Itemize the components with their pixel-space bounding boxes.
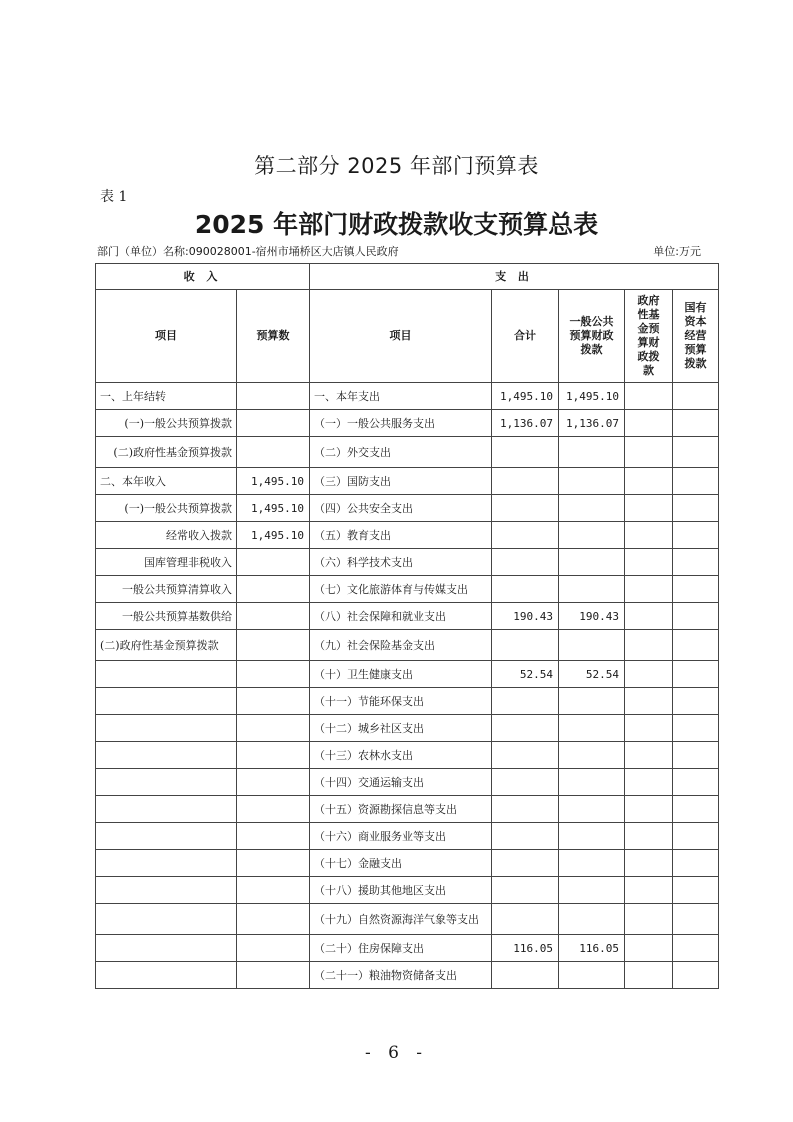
table-row	[96, 522, 719, 549]
income-item-cell: (二)政府性基金预算拨款	[96, 437, 237, 468]
expense-item-cell: （二十）住房保障支出	[310, 935, 492, 962]
gov-fund-cell	[625, 495, 673, 522]
total-cell	[492, 796, 559, 823]
total-cell	[492, 630, 559, 661]
total-cell	[492, 688, 559, 715]
col-state-capital: 国有资本经营预算拨款	[673, 290, 719, 383]
income-item-cell: 一般公共预算基数供给	[96, 603, 237, 630]
state-capital-cell	[673, 576, 719, 603]
general-public-cell	[559, 742, 625, 769]
table-number: 表 1	[100, 189, 128, 205]
income-item-cell: 一般公共预算清算收入	[96, 576, 237, 603]
total-cell	[492, 576, 559, 603]
general-public-cell: 116.05	[559, 935, 625, 962]
state-capital-cell	[673, 603, 719, 630]
state-capital-cell	[673, 935, 719, 962]
gov-fund-cell	[625, 576, 673, 603]
state-capital-cell	[673, 769, 719, 796]
gov-fund-cell	[625, 410, 673, 437]
general-public-cell	[559, 904, 625, 935]
income-budget-cell	[237, 383, 310, 410]
state-capital-cell	[673, 437, 719, 468]
income-item-cell	[96, 877, 237, 904]
general-public-cell	[559, 850, 625, 877]
expense-item-cell: （一）一般公共服务支出	[310, 410, 492, 437]
income-item-cell: 二、本年收入	[96, 468, 237, 495]
table-row	[96, 410, 719, 437]
state-capital-cell	[673, 877, 719, 904]
income-budget-cell	[237, 850, 310, 877]
expense-item-cell: （十九）自然资源海洋气象等支出	[310, 904, 492, 935]
gov-fund-cell	[625, 769, 673, 796]
table-row	[96, 661, 719, 688]
col-general-public: 一般公共预算财政拨款	[559, 290, 625, 383]
income-item-cell	[96, 823, 237, 850]
expense-item-cell: （十四）交通运输支出	[310, 769, 492, 796]
expense-item-cell: （四）公共安全支出	[310, 495, 492, 522]
income-item-cell: 一、上年结转	[96, 383, 237, 410]
state-capital-cell	[673, 468, 719, 495]
header-row-columns	[96, 290, 719, 383]
general-public-cell	[559, 769, 625, 796]
gov-fund-cell	[625, 549, 673, 576]
table-row	[96, 742, 719, 769]
table-row	[96, 850, 719, 877]
general-public-cell	[559, 522, 625, 549]
general-public-cell	[559, 468, 625, 495]
gov-fund-cell	[625, 437, 673, 468]
income-item-cell: 国库管理非税收入	[96, 549, 237, 576]
income-budget-cell: 1,495.10	[237, 522, 310, 549]
income-header: 收 入	[96, 264, 310, 290]
income-budget-cell	[237, 630, 310, 661]
income-item-cell	[96, 661, 237, 688]
state-capital-cell	[673, 796, 719, 823]
general-public-cell	[559, 549, 625, 576]
expense-item-cell: （十五）资源勘探信息等支出	[310, 796, 492, 823]
income-item-cell	[96, 850, 237, 877]
table-row	[96, 437, 719, 468]
general-public-cell	[559, 576, 625, 603]
income-budget-cell	[237, 877, 310, 904]
total-cell	[492, 495, 559, 522]
expense-item-cell: （六）科学技术支出	[310, 549, 492, 576]
total-cell: 1,136.07	[492, 410, 559, 437]
income-item-cell	[96, 769, 237, 796]
gov-fund-cell	[625, 688, 673, 715]
table-row	[96, 630, 719, 661]
gov-fund-cell	[625, 935, 673, 962]
income-item-cell: (一)一般公共预算拨款	[96, 495, 237, 522]
income-item-cell: (二)政府性基金预算拨款	[96, 630, 237, 661]
general-public-cell: 190.43	[559, 603, 625, 630]
expense-item-cell: （十）卫生健康支出	[310, 661, 492, 688]
general-public-cell	[559, 688, 625, 715]
state-capital-cell	[673, 823, 719, 850]
general-public-cell	[559, 495, 625, 522]
state-capital-cell	[673, 522, 719, 549]
expense-item-cell: （七）文化旅游体育与传媒支出	[310, 576, 492, 603]
income-budget-cell	[237, 962, 310, 989]
state-capital-cell	[673, 742, 719, 769]
income-item-cell: (一)一般公共预算拨款	[96, 410, 237, 437]
income-budget-cell	[237, 603, 310, 630]
table-row	[96, 904, 719, 935]
total-cell	[492, 823, 559, 850]
income-item-cell	[96, 904, 237, 935]
gov-fund-cell	[625, 904, 673, 935]
income-budget-cell	[237, 904, 310, 935]
table-row	[96, 468, 719, 495]
total-cell	[492, 715, 559, 742]
general-public-cell	[559, 823, 625, 850]
state-capital-cell	[673, 850, 719, 877]
income-item-cell	[96, 688, 237, 715]
general-public-cell	[559, 877, 625, 904]
header-row-group	[96, 264, 719, 290]
table-row	[96, 603, 719, 630]
income-budget-cell	[237, 437, 310, 468]
total-cell: 190.43	[492, 603, 559, 630]
total-cell: 1,495.10	[492, 383, 559, 410]
state-capital-cell	[673, 962, 719, 989]
expense-item-cell: （八）社会保障和就业支出	[310, 603, 492, 630]
expense-item-cell: （二）外交支出	[310, 437, 492, 468]
col-income-budget: 预算数	[237, 290, 310, 383]
col-total: 合计	[492, 290, 559, 383]
expense-item-cell: （三）国防支出	[310, 468, 492, 495]
income-budget-cell: 1,495.10	[237, 495, 310, 522]
state-capital-cell	[673, 715, 719, 742]
total-cell	[492, 522, 559, 549]
gov-fund-cell	[625, 962, 673, 989]
gov-fund-cell	[625, 468, 673, 495]
total-cell: 52.54	[492, 661, 559, 688]
income-budget-cell	[237, 549, 310, 576]
total-cell	[492, 904, 559, 935]
table-row	[96, 877, 719, 904]
general-public-cell	[559, 715, 625, 742]
general-public-cell	[559, 962, 625, 989]
gov-fund-cell	[625, 630, 673, 661]
income-budget-cell	[237, 688, 310, 715]
department-name: 部门（单位）名称:090028001-宿州市埇桥区大店镇人民政府	[97, 245, 399, 258]
state-capital-cell	[673, 495, 719, 522]
table-row	[96, 576, 719, 603]
income-budget-cell	[237, 742, 310, 769]
expense-item-cell: （十七）金融支出	[310, 850, 492, 877]
expense-item-cell: （十三）农林水支出	[310, 742, 492, 769]
table-row	[96, 769, 719, 796]
income-budget-cell	[237, 823, 310, 850]
part-title: 第二部分 2025 年部门预算表	[254, 154, 539, 178]
expense-item-cell: （十二）城乡社区支出	[310, 715, 492, 742]
income-budget-cell	[237, 576, 310, 603]
gov-fund-cell	[625, 823, 673, 850]
income-item-cell	[96, 962, 237, 989]
expense-item-cell: （十六）商业服务业等支出	[310, 823, 492, 850]
col-income-item: 项目	[96, 290, 237, 383]
budget-summary-table	[95, 263, 719, 989]
income-item-cell	[96, 935, 237, 962]
income-item-cell	[96, 796, 237, 823]
unit-label: 单位:万元	[653, 245, 701, 258]
table-row	[96, 549, 719, 576]
income-budget-cell	[237, 769, 310, 796]
gov-fund-cell	[625, 715, 673, 742]
table-row	[96, 935, 719, 962]
table-row	[96, 823, 719, 850]
total-cell	[492, 437, 559, 468]
table-row	[96, 688, 719, 715]
total-cell	[492, 962, 559, 989]
state-capital-cell	[673, 904, 719, 935]
gov-fund-cell	[625, 796, 673, 823]
gov-fund-cell	[625, 661, 673, 688]
table-body	[96, 383, 719, 989]
expense-item-cell: （二十一）粮油物资储备支出	[310, 962, 492, 989]
general-public-cell: 52.54	[559, 661, 625, 688]
page-number: - 6 -	[364, 1043, 429, 1063]
expense-item-cell: （九）社会保险基金支出	[310, 630, 492, 661]
table-meta	[97, 243, 701, 259]
income-item-cell	[96, 715, 237, 742]
income-budget-cell	[237, 935, 310, 962]
expense-item-cell: （十一）节能环保支出	[310, 688, 492, 715]
total-cell	[492, 850, 559, 877]
state-capital-cell	[673, 688, 719, 715]
gov-fund-cell	[625, 742, 673, 769]
total-cell	[492, 549, 559, 576]
gov-fund-cell	[625, 877, 673, 904]
total-cell	[492, 742, 559, 769]
gov-fund-cell	[625, 603, 673, 630]
general-public-cell	[559, 796, 625, 823]
total-cell	[492, 468, 559, 495]
table-row	[96, 796, 719, 823]
col-gov-fund: 政府性基金预算财政拨款	[625, 290, 673, 383]
col-expense-item: 项目	[310, 290, 492, 383]
gov-fund-cell	[625, 850, 673, 877]
income-budget-cell: 1,495.10	[237, 468, 310, 495]
state-capital-cell	[673, 630, 719, 661]
total-cell: 116.05	[492, 935, 559, 962]
state-capital-cell	[673, 661, 719, 688]
table-row	[96, 495, 719, 522]
expense-item-cell: 一、本年支出	[310, 383, 492, 410]
income-budget-cell	[237, 410, 310, 437]
expense-item-cell: （五）教育支出	[310, 522, 492, 549]
total-cell	[492, 877, 559, 904]
general-public-cell: 1,136.07	[559, 410, 625, 437]
page-title: 2025 年部门财政拨款收支预算总表	[194, 210, 599, 239]
table-row	[96, 962, 719, 989]
general-public-cell	[559, 630, 625, 661]
gov-fund-cell	[625, 383, 673, 410]
table-row	[96, 383, 719, 410]
general-public-cell	[559, 437, 625, 468]
state-capital-cell	[673, 410, 719, 437]
state-capital-cell	[673, 383, 719, 410]
general-public-cell: 1,495.10	[559, 383, 625, 410]
income-budget-cell	[237, 796, 310, 823]
income-budget-cell	[237, 661, 310, 688]
state-capital-cell	[673, 549, 719, 576]
income-item-cell: 经常收入拨款	[96, 522, 237, 549]
expense-header: 支 出	[310, 264, 719, 290]
total-cell	[492, 769, 559, 796]
gov-fund-cell	[625, 522, 673, 549]
income-item-cell	[96, 742, 237, 769]
expense-item-cell: （十八）援助其他地区支出	[310, 877, 492, 904]
income-budget-cell	[237, 715, 310, 742]
table-row	[96, 715, 719, 742]
